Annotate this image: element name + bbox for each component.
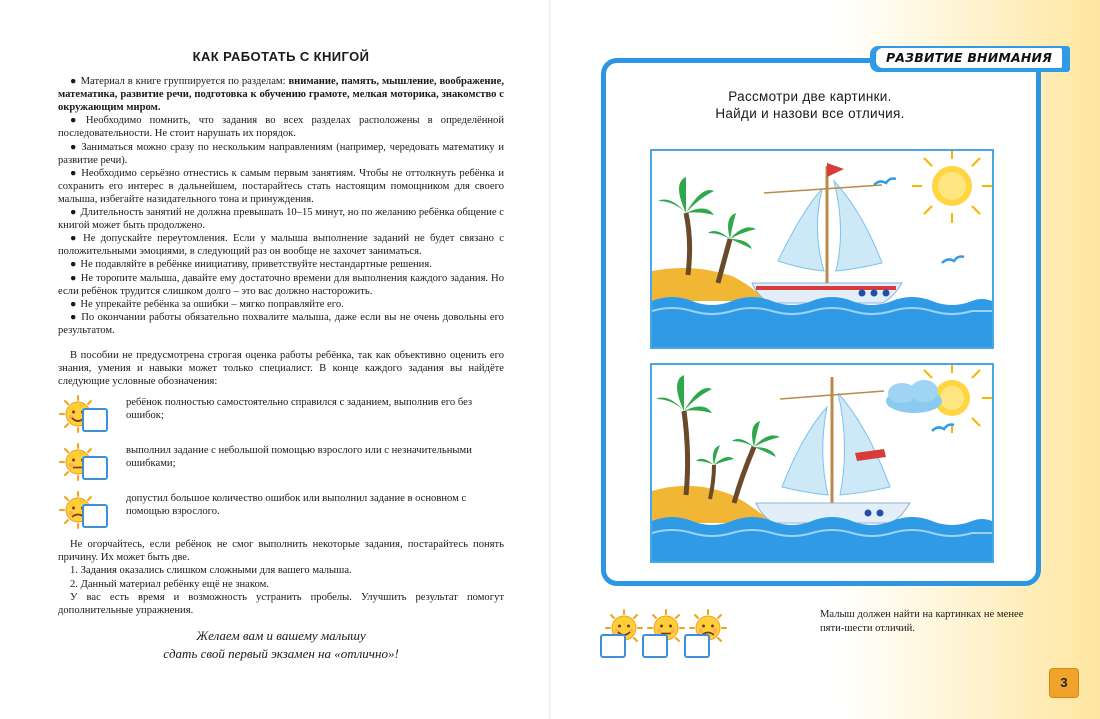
intro-text: Материал в книге группируется по разделам: (80, 76, 289, 88)
sailboat-illustration-1 (652, 151, 992, 347)
bullet-paragraph (58, 141, 504, 167)
sun-icon (912, 151, 992, 223)
legend-text: ребёнок полностью самостоятельно справился с заданием, выполнив его без ошибок; (126, 397, 473, 422)
page-fold (549, 0, 551, 719)
page-number: 3 (1049, 668, 1079, 698)
rating-checkbox (82, 408, 108, 432)
bullet-icon: ● (70, 233, 80, 245)
bullet-icon: ● (70, 76, 77, 88)
picture-top (650, 149, 994, 349)
palm-tree-icon (732, 421, 780, 503)
exercise-instruction (640, 88, 980, 122)
rating-checkbox[interactable] (684, 634, 710, 658)
bullet-paragraph (58, 114, 504, 140)
rating-checkbox (82, 504, 108, 528)
bullet-icon: ● (70, 311, 78, 323)
sail-icon (838, 393, 890, 495)
bullet-text: По окончании работы обязательно похвалите малыша, даже если вы не очень довольны его результатом. (58, 311, 504, 336)
bullet-icon: ● (70, 167, 78, 179)
bullet-text: Заниматься можно сразу по нескольким направлениям (например, чередовать математику и развитие речи). (58, 141, 504, 166)
intro-sections-list: внимание, память, мышление, воображение, математика, развитие речи, подготовка к обучению грамоте, мелкая моторика, знакомство с окружающим миром. (58, 76, 504, 114)
bullet-paragraph (58, 206, 504, 232)
rating-checkbox[interactable] (642, 634, 668, 658)
sail-icon (834, 181, 882, 271)
bird-icon (932, 425, 954, 432)
rope-icon (764, 185, 882, 193)
bullet-icon: ● (70, 207, 77, 219)
legend-row (58, 492, 504, 536)
bullet-paragraph (58, 232, 504, 258)
bullet-icon: ● (70, 115, 82, 127)
sea-icon (652, 517, 992, 561)
legend-text: допустил большое количество ошибок или выполнил задание в основном с помощью взрослого. (126, 493, 467, 518)
palm-tree-icon (656, 375, 712, 495)
bullet-text: Не допускайте переутомления. Если у малыша выполнение заданий не будет связано с положительными эмоциями, в следующий раз он вообще не захочет заниматься. (58, 233, 504, 258)
bullet-text: Необходимо серьёзно отнестись к самым первым занятиям. Чтобы не оттолкнуть ребёнка и сохранить его интерес в дальнейшем, постарайтесь стать настоящим помощником для своего малыша, избегайте назидательного тона и принуждения. (58, 167, 504, 205)
wish-line: сдать свой первый экзамен на «отлично»! (163, 645, 399, 661)
bullet-text: Не торопите малыша, давайте ему достаточно времени для выполнения каждого задания. Но если ребёнок трудится слишком долго – это вас должно насторожить. (58, 272, 504, 297)
bullet-paragraph (58, 311, 504, 337)
reasons-intro: Не огорчайтесь, если ребёнок не смог выполнить некоторые задания, постарайтесь понять причину. Их может быть две. (58, 539, 504, 564)
reason-item: 2. Данный материал ребёнку ещё не знаком. (70, 578, 269, 590)
legend-row (58, 396, 504, 440)
picture-bottom (650, 363, 994, 563)
parent-note: Малыш должен найти на картинках не менее пяти-шести отличий. (820, 609, 1024, 634)
cloud-icon (886, 380, 942, 413)
bullet-icon: ● (70, 259, 77, 271)
left-page (58, 50, 504, 663)
reason-item: 1. Задания оказались слишком сложными для вашего малыша. (70, 565, 352, 577)
palm-tree-icon (658, 177, 714, 275)
bullet-text: Длительность занятий не должна превышать 10–15 минут, но по желанию ребёнка общение с книгой может быть продолжено. (58, 207, 505, 232)
sailboat-illustration-2 (652, 365, 992, 561)
sea-icon (652, 297, 992, 347)
bullet-icon: ● (70, 298, 77, 310)
wish-line: Желаем вам и вашему малышу (196, 627, 366, 643)
flag-icon (827, 163, 844, 177)
intro-paragraph (58, 75, 504, 114)
rating-checkbox[interactable] (600, 634, 626, 658)
bullet-paragraph (58, 272, 504, 298)
bird-icon (942, 257, 964, 264)
hull-stripe (756, 286, 896, 290)
bullet-icon: ● (70, 272, 77, 284)
sail-icon (778, 189, 824, 271)
bullet-text: Необходимо помнить, что задания во всех разделах расположены в определённой последовательности. Не стоит нарушать их порядок. (58, 115, 504, 140)
sail-icon (782, 407, 828, 495)
legend-row (58, 444, 504, 488)
bullet-icon: ● (70, 141, 78, 153)
page-title: КАК РАБОТАТЬ С КНИГОЙ (192, 49, 370, 64)
wish-block (58, 627, 504, 663)
bullet-paragraph (58, 298, 504, 311)
instruction-line: Найди и назови все отличия. (715, 106, 905, 121)
closing-paragraph: У вас есть время и возможность устранить пробелы. Улучшить результат помогут дополнительные упражнения. (58, 591, 504, 616)
instruction-line: Рассмотри две картинки. (728, 89, 892, 104)
assessment-paragraph: В пособии не предусмотрена строгая оценка работы ребёнка, так как объективно оценить его знания, умения и навыки может только специалист. В конце каждого задания вы найдёте следующие условные обозначения: (58, 349, 504, 388)
bullet-text: Не подавляйте в ребёнке инициативу, приветствуйте нестандартные решения. (80, 259, 432, 271)
section-tab: РАЗВИТИЕ ВНИМАНИЯ (876, 48, 1062, 68)
bullet-paragraph (58, 258, 504, 271)
bullet-paragraph (58, 167, 504, 206)
island-icon (652, 268, 767, 301)
bullet-text: Не упрекайте ребёнка за ошибки – мягко поправляйте его. (80, 298, 344, 310)
bird-icon (874, 179, 896, 186)
legend-text: выполнил задание с небольшой помощью взрослого или с незначительными ошибками; (126, 445, 472, 470)
rating-checkbox (82, 456, 108, 480)
